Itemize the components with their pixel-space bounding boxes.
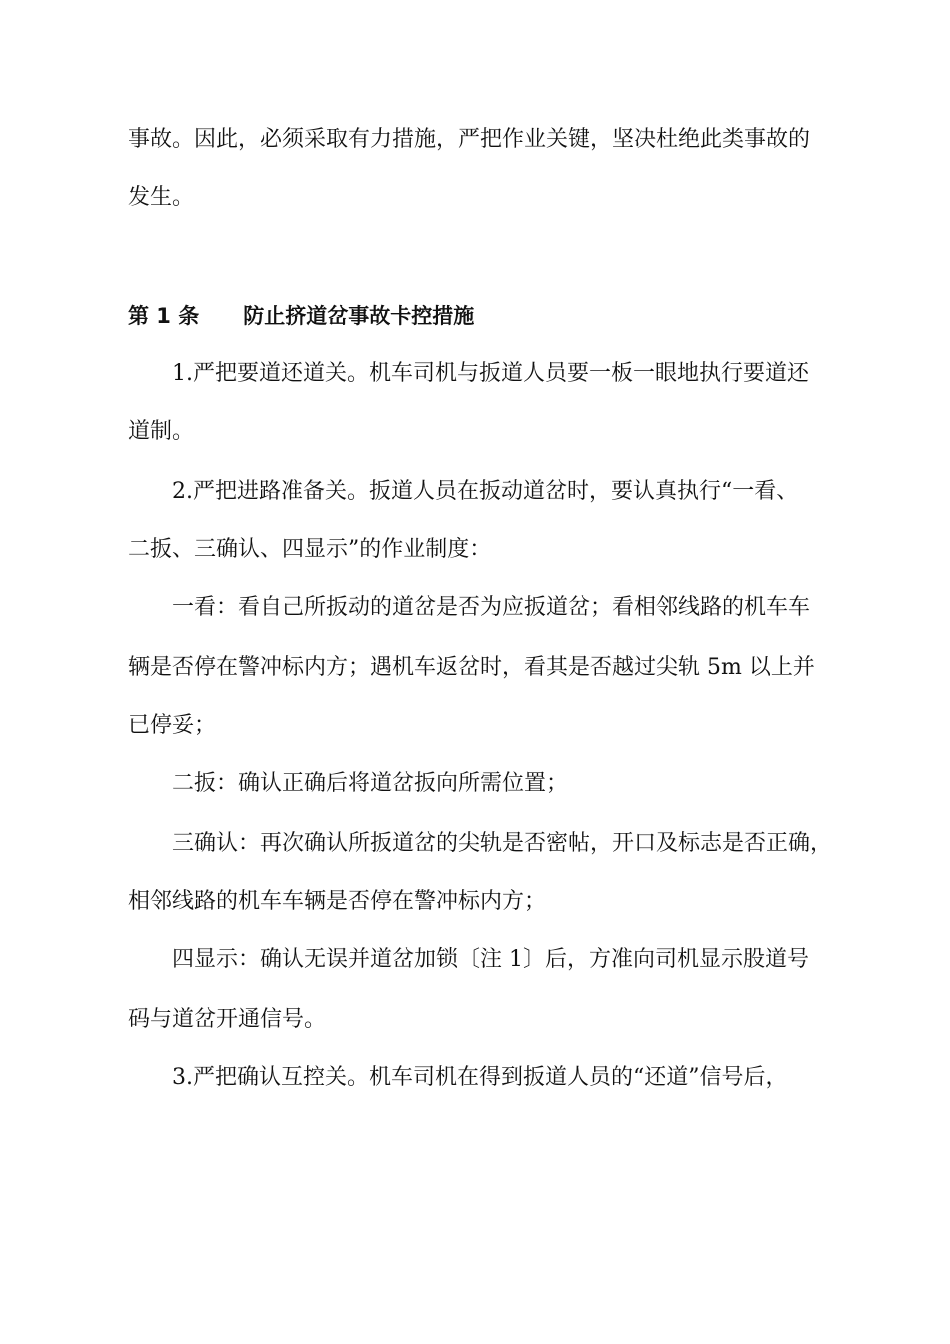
intro-line-2: 发生。	[128, 185, 195, 210]
intro-line-1: 事故。因此，必须采取有力措施，严把作业关键，坚决杜绝此类事故的	[128, 127, 811, 152]
step-4-line-2: 码与道岔开通信号。	[128, 1007, 327, 1032]
heading-title: 防止挤道岔事故卡控措施	[243, 304, 475, 328]
item-1-line-1: 1.严把要道还道关。机车司机与扳道人员要一板一眼地执行要道还	[172, 361, 809, 386]
item-1-line-2: 道制。	[128, 419, 195, 444]
step-3-line-2: 相邻线路的机车车辆是否停在警冲标内方；	[128, 889, 547, 914]
step-3-line-1: 三确认：再次确认所扳道岔的尖轨是否密帖，开口及标志是否正确，	[172, 831, 833, 856]
heading-number: 第 1 条	[128, 304, 200, 328]
item-2-line-1: 2.严把进路准备关。扳道人员在扳动道岔时，要认真执行“一看、	[172, 479, 799, 504]
section-heading	[128, 302, 474, 330]
item-3-line-1: 3.严把确认互控关。机车司机在得到扳道人员的“还道”信号后，	[172, 1065, 788, 1090]
step-2-line-1: 二扳：确认正确后将道岔扳向所需位置；	[172, 771, 569, 796]
step-1-line-1: 一看：看自己所扳动的道岔是否为应扳道岔；看相邻线路的机车车	[172, 595, 811, 620]
item-2-line-2: 二扳、三确认、四显示”的作业制度：	[128, 537, 492, 562]
step-1-line-2: 辆是否停在警冲标内方；遇机车返岔时，看其是否越过尖轨 5m 以上并	[128, 655, 815, 680]
step-4-line-1: 四显示：确认无误并道岔加锁〔注 1〕后，方准向司机显示股道号	[172, 947, 809, 972]
step-1-line-3: 已停妥；	[128, 713, 217, 738]
